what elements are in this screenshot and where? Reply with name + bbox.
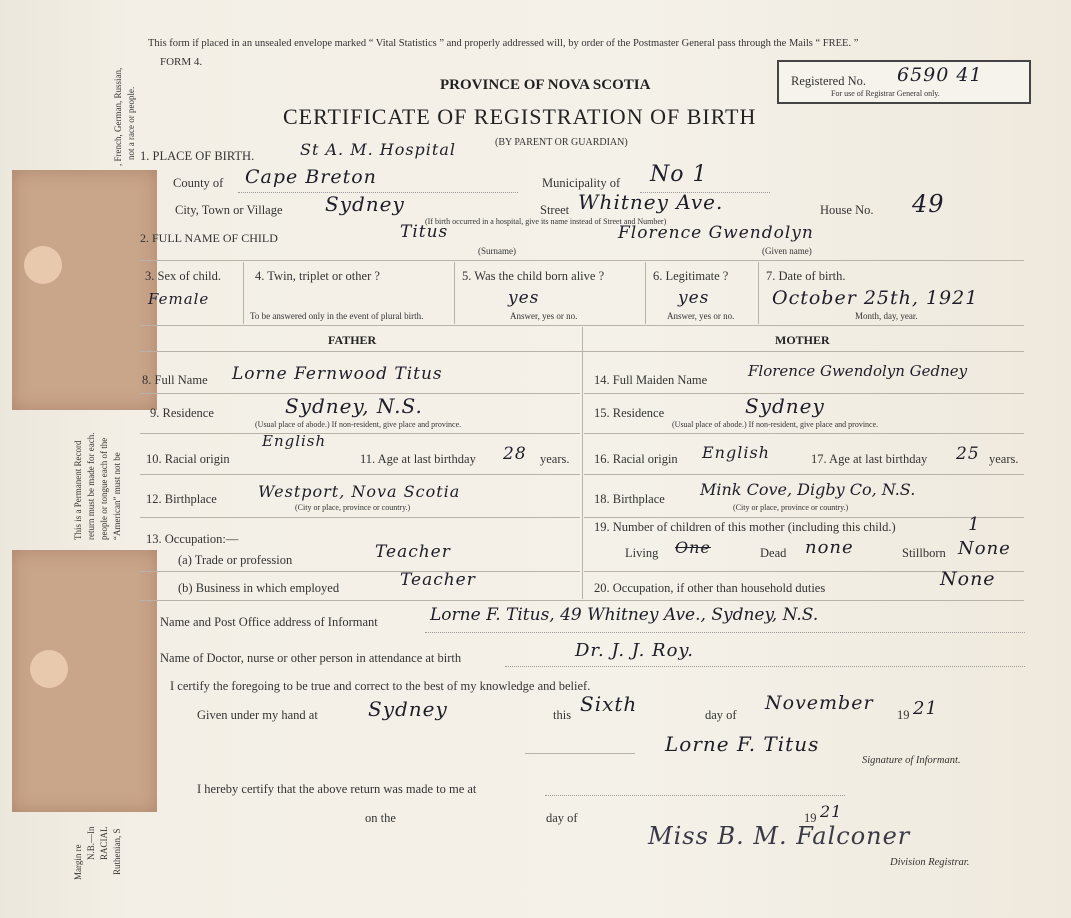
- father-age-years: years.: [540, 452, 570, 466]
- margin-note: This is a Permanent Record: [73, 440, 83, 540]
- divider: [584, 433, 1024, 434]
- tape-bottom: [12, 550, 157, 812]
- trade-value: Teacher: [375, 542, 451, 562]
- street-label: Street: [540, 203, 570, 217]
- margin-note: Margin re: [73, 844, 83, 880]
- mother-age-value: 25: [956, 444, 980, 464]
- father-name-value: Lorne Fernwood Titus: [232, 364, 443, 384]
- place-of-birth-value: St A. M. Hospital: [300, 140, 456, 159]
- registrar-place-line: [545, 795, 845, 796]
- informant-signature: Lorne F. Titus: [665, 732, 820, 756]
- tape-top: [12, 170, 157, 410]
- registrar-signature-label: Division Registrar.: [890, 857, 970, 868]
- mother-heading: MOTHER: [775, 333, 830, 347]
- punch-hole: [30, 650, 68, 688]
- margin-note: , French, German, Russian,: [113, 67, 123, 166]
- mother-residence-value: Sydney: [745, 394, 825, 418]
- business-label: (b) Business in which employed: [178, 581, 340, 595]
- divider: [140, 325, 1024, 326]
- mother-birthplace-label: 18. Birthplace: [594, 492, 665, 506]
- day-value: Sixth: [580, 692, 638, 716]
- year-value: 21: [913, 698, 938, 719]
- informant-address-value: Lorne F. Titus, 49 Whitney Ave., Sydney, N.S.: [430, 605, 819, 625]
- given-name-note: (Given name): [762, 246, 812, 256]
- child-name-label: 2. FULL NAME OF CHILD: [140, 231, 278, 245]
- mother-race-label: 16. Racial origin: [594, 452, 678, 466]
- signature-line: [525, 753, 635, 754]
- margin-note: Ruthenian, S: [112, 828, 122, 875]
- county-value: Cape Breton: [245, 166, 377, 188]
- divider: [140, 571, 580, 572]
- punch-hole: [24, 246, 62, 284]
- divider: [140, 600, 1024, 601]
- mother-age-years: years.: [989, 452, 1019, 466]
- doctor-label: Name of Doctor, nurse or other person in attendance at birth: [160, 651, 462, 665]
- mother-residence-note: (Usual place of abode.) If non-resident, give place and province.: [672, 420, 879, 429]
- on-the-label: on the: [365, 811, 396, 825]
- municipality-label: Municipality of: [542, 176, 621, 190]
- alive-label: 5. Was the child born alive ?: [462, 269, 605, 283]
- given-place: Sydney: [368, 697, 448, 721]
- registrar-signature: Miss B. M. Falconer: [648, 822, 911, 850]
- page-title: CERTIFICATE OF REGISTRATION OF BIRTH: [283, 104, 757, 129]
- mother-birthplace-value: Mink Cove, Digby Co, N.S.: [700, 480, 916, 499]
- divider: [140, 260, 1024, 261]
- trade-label: (a) Trade or profession: [178, 553, 293, 567]
- divider: [582, 327, 583, 599]
- margin-note: RACIAL: [99, 826, 109, 860]
- city-value: Sydney: [325, 192, 405, 216]
- margin-note: people or tongue each of the: [99, 437, 109, 540]
- father-occupation-label: 13. Occupation:—: [146, 532, 239, 546]
- divider: [584, 517, 1024, 518]
- informant-signature-label: Signature of Informant.: [862, 755, 961, 766]
- sex-label: 3. Sex of child.: [145, 269, 222, 283]
- business-value: Teacher: [400, 570, 476, 590]
- divider: [454, 262, 455, 324]
- margin-note: “American” must not be: [112, 452, 122, 540]
- registered-number: 6590 41: [897, 64, 983, 86]
- father-birthplace-note: (City or place, province or country.): [295, 503, 411, 512]
- form-number: FORM 4.: [160, 56, 203, 68]
- children-count-label: 19. Number of children of this mother (including this child.): [594, 520, 896, 534]
- father-residence-note: (Usual place of abode.) If non-resident, give place and province.: [255, 420, 462, 429]
- street-value: Whitney Ave.: [578, 190, 724, 214]
- mail-notice: This form if placed in an unsealed envelope marked “ Vital Statistics ” and properly addressed will, by order of the Postmaster General pass through the Mails “ FREE. ”: [148, 38, 859, 49]
- father-race-label: 10. Racial origin: [146, 452, 230, 466]
- informant-certify: I certify the foregoing to be true and correct to the best of my knowledge and belief.: [170, 679, 591, 693]
- mother-age-label: 17. Age at last birthday: [811, 452, 928, 466]
- father-heading: FATHER: [328, 333, 377, 347]
- surname-note: (Surname): [478, 246, 516, 256]
- mother-race-value: English: [702, 443, 770, 462]
- registered-number-box: [777, 60, 1031, 104]
- registered-label: Registered No.: [791, 74, 866, 88]
- divider: [140, 517, 580, 518]
- twin-note: To be answered only in the event of plural birth.: [250, 311, 424, 321]
- registrar-year-value: 21: [820, 802, 843, 821]
- registrar-year-prefix: 19: [804, 811, 817, 825]
- mother-occupation-label: 20. Occupation, if other than household duties: [594, 581, 826, 595]
- children-count-value: 1: [968, 514, 981, 535]
- stillborn-label: Stillborn: [902, 546, 946, 560]
- doctor-line: [505, 666, 1025, 667]
- alive-note: Answer, yes or no.: [510, 311, 578, 321]
- page-subtitle: (BY PARENT OR GUARDIAN): [495, 137, 628, 148]
- stillborn-value: None: [958, 538, 1011, 559]
- registrar-certify: I hereby certify that the above return was made to me at: [197, 782, 477, 796]
- informant-line: [425, 632, 1025, 633]
- child-given-name: Florence Gwendolyn: [618, 223, 814, 243]
- living-label: Living: [625, 546, 659, 560]
- county-label: County of: [173, 176, 224, 190]
- father-birthplace-value: Westport, Nova Scotia: [258, 482, 461, 501]
- municipality-value: No 1: [650, 162, 708, 187]
- father-race-value: English: [262, 432, 327, 450]
- house-number-value: 49: [912, 190, 945, 218]
- father-residence-value: Sydney, N.S.: [285, 394, 423, 418]
- dead-label: Dead: [760, 546, 787, 560]
- divider: [758, 262, 759, 324]
- given-under-label: Given under my hand at: [197, 708, 318, 722]
- dead-value: none: [805, 537, 854, 558]
- this-label: this: [553, 708, 572, 722]
- father-residence-label: 9. Residence: [150, 406, 214, 420]
- divider: [140, 351, 1024, 352]
- mother-residence-label: 15. Residence: [594, 406, 665, 420]
- day-of-label: day of: [705, 708, 737, 722]
- hospital-note: (If birth occurred in a hospital, give its name instead of Street and Number): [425, 217, 667, 226]
- dob-note: Month, day, year.: [855, 311, 918, 321]
- mother-name-label: 14. Full Maiden Name: [594, 373, 708, 387]
- alive-value: yes: [508, 288, 540, 308]
- margin-note: not a race or people.: [126, 86, 136, 160]
- father-name-label: 8. Full Name: [142, 373, 208, 387]
- father-age-label: 11. Age at last birthday: [360, 452, 476, 466]
- city-label: City, Town or Village: [175, 203, 283, 217]
- mother-occupation-value: None: [940, 568, 996, 590]
- margin-note: return must be made for each.: [86, 432, 96, 540]
- legitimate-note: Answer, yes or no.: [667, 311, 735, 321]
- father-age-value: 28: [503, 444, 527, 464]
- sex-value: Female: [148, 290, 210, 308]
- margin-note: N.B.—In: [86, 826, 96, 860]
- registrar-day-of-label: day of: [546, 811, 578, 825]
- dob-label: 7. Date of birth.: [766, 269, 846, 283]
- divider: [140, 474, 580, 475]
- legitimate-value: yes: [678, 288, 710, 308]
- divider: [584, 474, 1024, 475]
- child-surname: Titus: [400, 222, 449, 242]
- place-of-birth-label: 1. PLACE OF BIRTH.: [140, 149, 255, 163]
- doctor-value: Dr. J. J. Roy.: [575, 640, 694, 661]
- father-birthplace-label: 12. Birthplace: [146, 492, 217, 506]
- mother-birthplace-note: (City or place, province or country.): [733, 503, 849, 512]
- province-heading: PROVINCE OF NOVA SCOTIA: [440, 77, 651, 93]
- divider: [645, 262, 646, 324]
- mother-name-value: Florence Gwendolyn Gedney: [748, 362, 968, 380]
- month-value: November: [765, 692, 874, 714]
- informant-address-label: Name and Post Office address of Informant: [160, 615, 378, 629]
- registered-note: For use of Registrar General only.: [831, 89, 940, 98]
- divider: [140, 433, 580, 434]
- legitimate-label: 6. Legitimate ?: [653, 269, 729, 283]
- divider: [243, 262, 244, 324]
- twin-label: 4. Twin, triplet or other ?: [255, 269, 380, 283]
- dob-value: October 25th, 1921: [772, 287, 979, 309]
- living-value: One: [675, 538, 711, 557]
- year-prefix: 19: [897, 708, 910, 722]
- house-number-label: House No.: [820, 203, 874, 217]
